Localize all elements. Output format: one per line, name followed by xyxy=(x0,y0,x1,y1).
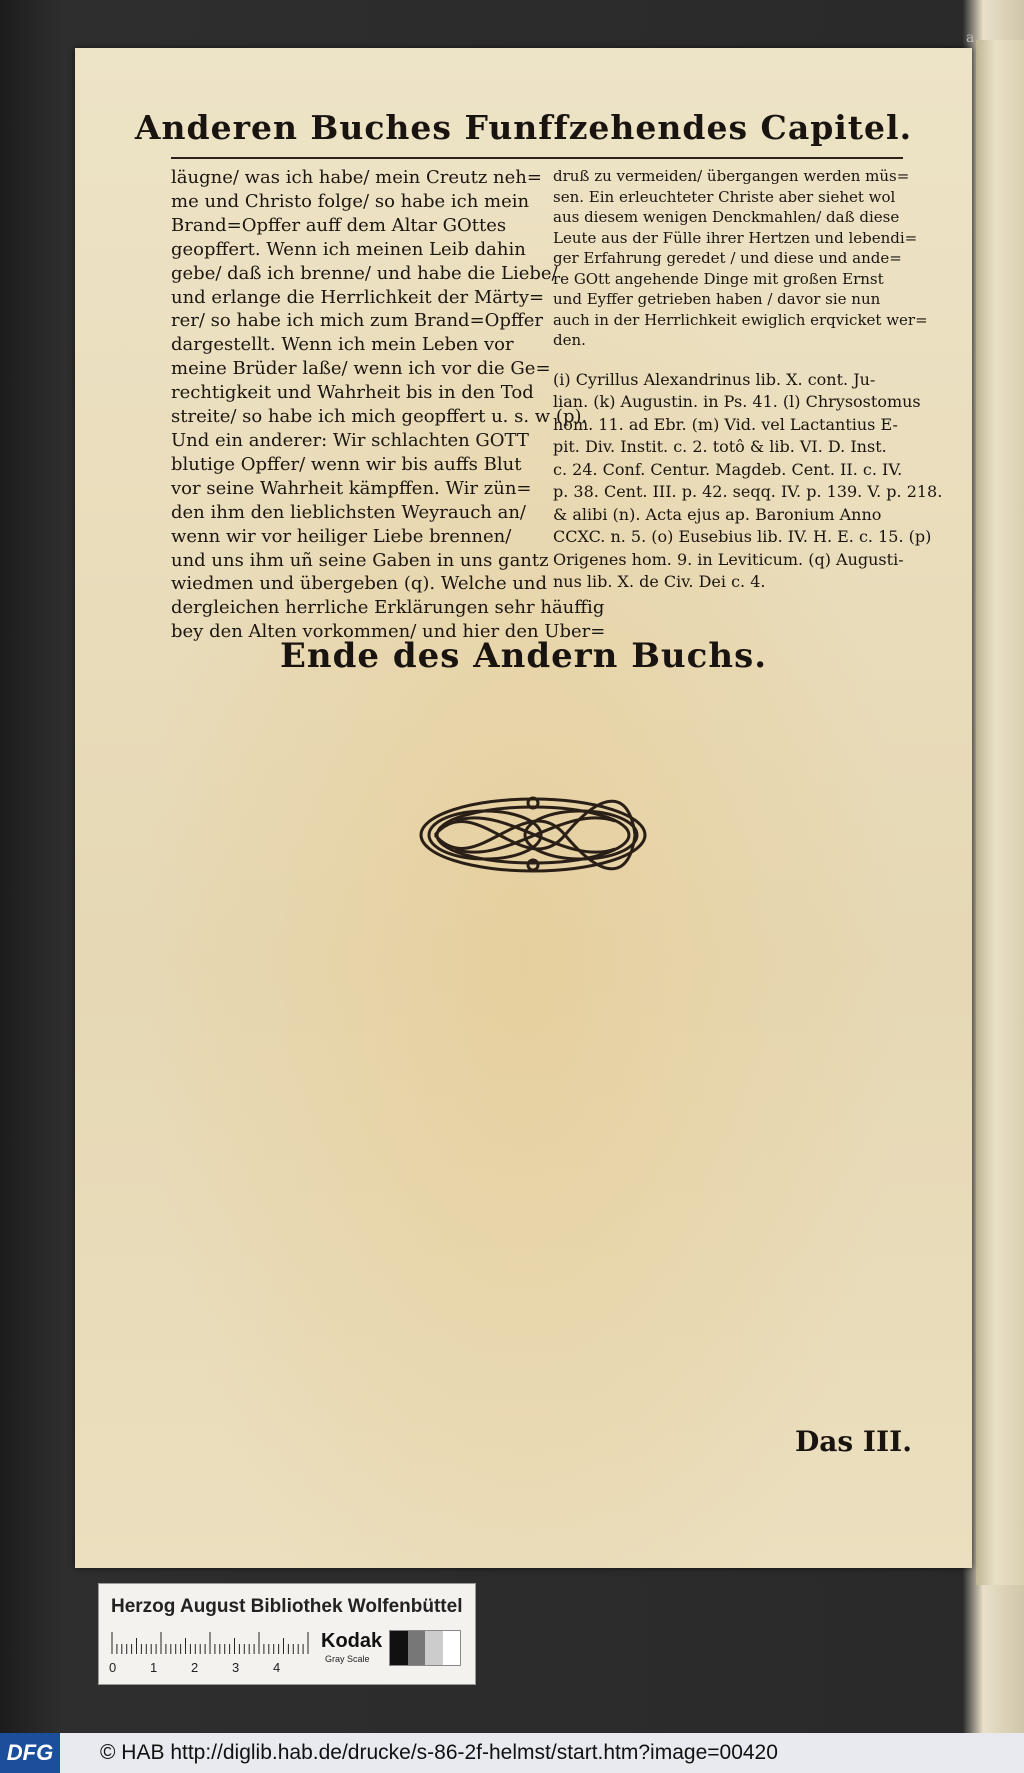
text-line: und erlange die Herrlichkeit der Märty= xyxy=(171,286,545,308)
running-head: Anderen Buches Funffzehendes Capitel. xyxy=(134,108,913,147)
text-line: Und ein anderer: Wir schlachten GOTT xyxy=(171,429,529,451)
text-line: rechtigkeit und Wahrheit bis in den Tod xyxy=(171,382,534,404)
head-rule xyxy=(171,157,903,159)
footnote-line: pit. Div. Instit. c. 2. totô & lib. VI. D. Inst. xyxy=(553,437,887,456)
ruler-title: Herzog August Bibliothek Wolfenbüttel xyxy=(111,1596,463,1617)
catchword: Das III. xyxy=(795,1425,912,1458)
kodak-logo: Kodak xyxy=(321,1630,383,1652)
text-line: läugne/ was ich habe/ mein Creutz neh= xyxy=(171,167,542,188)
right-column xyxy=(553,166,943,594)
text-line: blutige Opffer/ wenn wir bis auffs Blut xyxy=(171,453,522,475)
text-line: geopffert. Wenn ich meinen Leib dahin xyxy=(171,238,526,260)
color-ruler-card xyxy=(98,1583,476,1685)
text-line: und Eyffer getrieben haben / davor sie nun xyxy=(553,290,881,308)
dfg-logo: DFG xyxy=(0,1733,60,1773)
left-column xyxy=(171,166,606,644)
text-line: dargestellt. Wenn ich mein Leben vor xyxy=(171,334,514,356)
text-line: wenn wir vor heiliger Liebe brennen/ xyxy=(171,525,512,547)
text-line: re GOtt angehende Dinge mit großen Ernst xyxy=(553,269,884,288)
ruler-number: 3 xyxy=(232,1660,240,1675)
text-line: streite/ so habe ich mich geopffert u. s. w (p). xyxy=(171,406,588,428)
book-page xyxy=(75,48,972,1568)
copyright-link[interactable]: © HAB http://diglib.hab.de/drucke/s-86-2f-helmst/start.htm?image=00420 xyxy=(100,1741,778,1764)
text-line: sen. Ein erleuchteter Christe aber siehet wol xyxy=(553,187,896,206)
text-line: Brand=Opffer auff dem Altar GOttes xyxy=(171,214,507,236)
end-title: Ende des Andern Buchs. xyxy=(279,636,768,676)
text-line: den. xyxy=(553,331,586,349)
footnotes xyxy=(553,369,943,594)
footer-bar xyxy=(0,1733,1024,1773)
footnote-line: p. 38. Cent. III. p. 42. seqq. IV. p. 139. V. p. 218. xyxy=(553,482,943,501)
text-line: dergleichen herrliche Erklärungen sehr häuffig xyxy=(171,597,605,619)
ruler-number: 2 xyxy=(191,1660,199,1675)
text-line: me und Christo folge/ so habe ich mein xyxy=(171,190,530,212)
text-line: vor seine Wahrheit kämpffen. Wir zün= xyxy=(171,477,532,499)
ruler-number: 4 xyxy=(273,1660,281,1675)
text-line: wiedmen und übergeben (q). Welche und xyxy=(171,573,548,595)
footnote-line: CCXC. n. 5. (o) Eusebius lib. IV. H. E. c. 15. (p) xyxy=(553,527,932,546)
knot-ornament xyxy=(415,793,651,877)
text-line: aus diesem wenigen Denckmahlen/ daß diese xyxy=(553,208,900,226)
text-line: rer/ so habe ich mich zum Brand=Opffer xyxy=(171,310,543,332)
footnote-line: nus lib. X. de Civ. Dei c. 4. xyxy=(553,572,766,591)
footnote-line: lian. (k) Augustin. in Ps. 41. (l) Chrysostomus xyxy=(553,392,921,411)
text-line: Leute aus der Fülle ihrer Hertzen und lebendi= xyxy=(553,228,918,247)
text-line: den ihm den lieblichsten Weyrauch an/ xyxy=(171,501,526,523)
footnote-line: Origenes hom. 9. in Leviticum. (q) Augusti- xyxy=(553,549,904,569)
text-line: druß zu vermeiden/ übergangen werden müs= xyxy=(553,167,910,185)
text-line: und uns ihm uñ seine Gaben in uns gantz xyxy=(171,549,549,571)
text-line: gebe/ daß ich brenne/ und habe die Liebe/ xyxy=(171,262,558,284)
footnote-line: c. 24. Conf. Centur. Magdeb. Cent. II. c. IV. xyxy=(553,459,903,479)
next-page-edge xyxy=(976,40,1024,1585)
gray-scale-label: Gray Scale xyxy=(325,1654,370,1664)
right-column-text xyxy=(553,166,928,351)
signature-mark: a xyxy=(966,30,975,46)
ruler-number: 1 xyxy=(150,1660,158,1675)
text-line: bey den Alten vorkommen/ und hier den Uber= xyxy=(171,621,606,643)
text-line: meine Brüder laße/ wenn ich vor die Ge= xyxy=(171,358,551,380)
text-line: auch in der Herrlichkeit ewiglich erqvicket wer= xyxy=(553,310,928,329)
text-line: ger Erfahrung geredet / und diese und ande= xyxy=(553,249,902,267)
footnote-line: hom. 11. ad Ebr. (m) Vid. vel Lactantius E- xyxy=(553,414,898,434)
footnote-line: (i) Cyrillus Alexandrinus lib. X. cont. Ju- xyxy=(553,369,876,389)
ruler-scale xyxy=(111,1632,311,1654)
ruler-number: 0 xyxy=(109,1660,117,1675)
gray-swatches xyxy=(389,1630,461,1666)
footnote-line: & alibi (n). Acta ejus ap. Baronium Anno xyxy=(553,504,882,524)
